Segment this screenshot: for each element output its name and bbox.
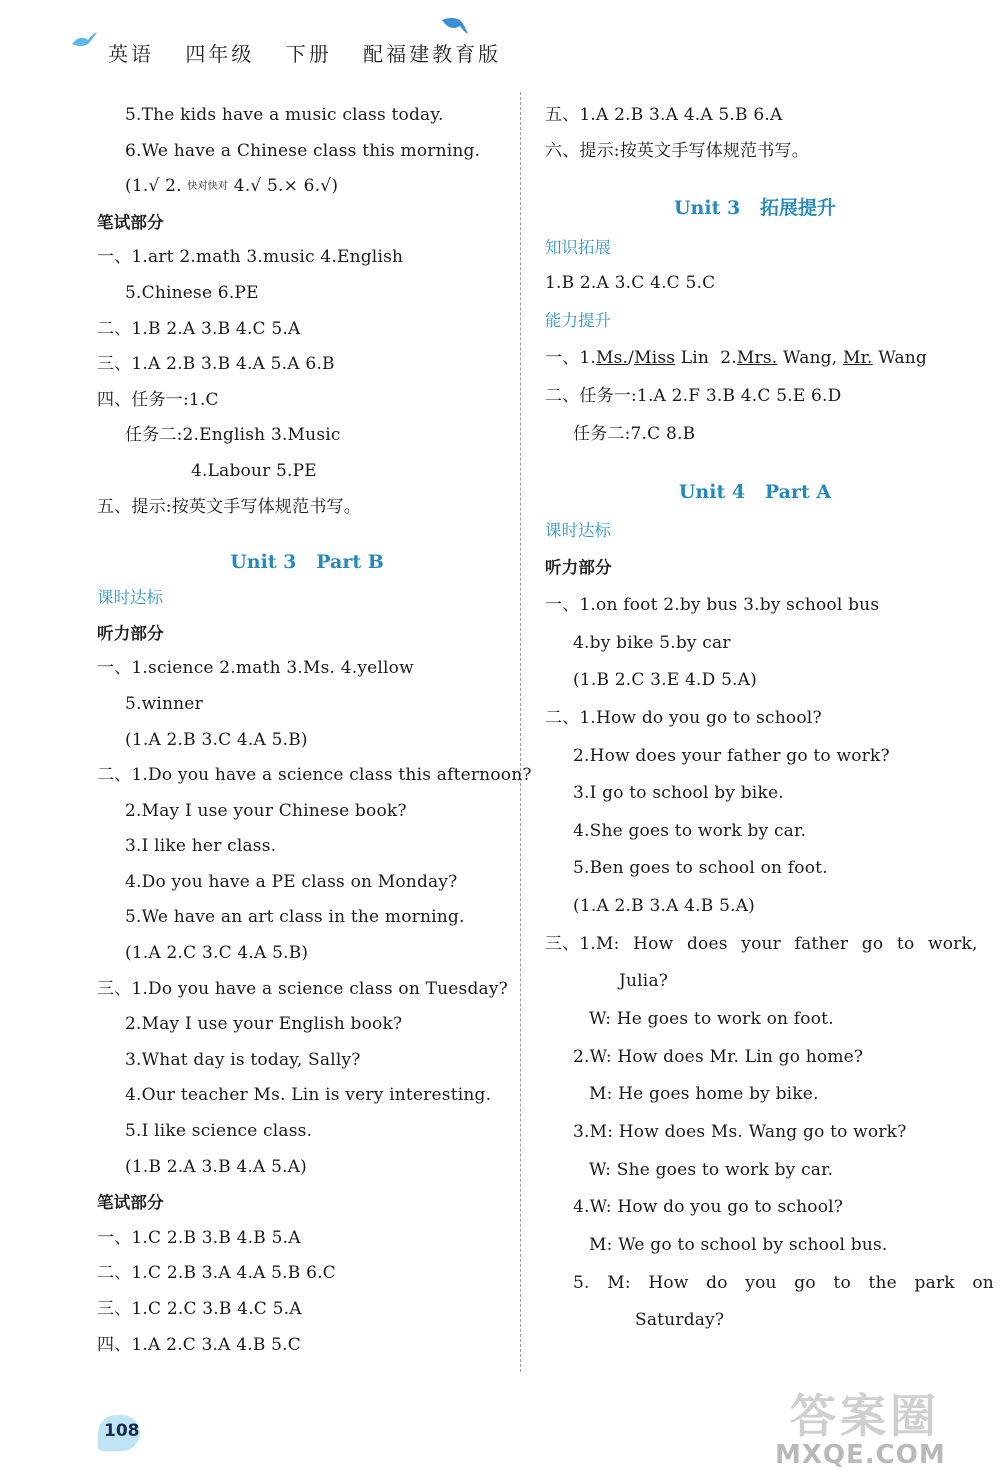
unit-title: Unit 3 拓展提升: [673, 197, 837, 220]
answer-line: W: He goes to work on foot.: [589, 1008, 834, 1029]
answer-line: 2.How does your father go to work?: [573, 745, 890, 766]
section-heading: 笔试部分: [97, 1193, 164, 1213]
page-header: [108, 38, 523, 67]
answer-line: 2.May I use your Chinese book?: [125, 800, 407, 821]
answer-line: 六、提示:按英文手写体规范书写。: [545, 140, 809, 161]
right-column: [545, 98, 994, 1339]
section-heading: 听力部分: [545, 557, 612, 577]
bird-left-icon: [70, 30, 98, 52]
header-edition: 配福建教育版: [363, 42, 502, 66]
answer-line: [97, 169, 517, 205]
answer-line: 4.W: How do you go to school?: [573, 1196, 844, 1217]
bird-right-icon: [440, 14, 470, 36]
answer-line: 四、任务一:1.C: [97, 389, 219, 410]
unit-title: Unit 4 Part A: [678, 480, 832, 503]
answer-line: 4.by bike 5.by car: [573, 632, 731, 653]
answer-line: 三、1.M: How does your father go to work,: [545, 933, 978, 954]
answer-line: (1.A 2.C 3.C 4.A 5.B): [125, 943, 309, 964]
underlined-answer: Mr.: [842, 347, 873, 368]
answer-line: 二、1.Do you have a science class this afternoon?: [97, 765, 532, 786]
answer-line: M: He goes home by bike.: [589, 1083, 819, 1104]
answer-text: (1.√ 2.: [125, 176, 182, 197]
header-volume: 下册: [285, 42, 332, 66]
answer-line: 一、1.science 2.math 3.Ms. 4.yellow: [97, 658, 414, 679]
section-heading: 听力部分: [97, 623, 164, 643]
answer-line: 2.W: How does Mr. Lin go home?: [573, 1046, 864, 1067]
answer-line: 5.Ben goes to school on foot.: [573, 857, 828, 878]
answer-line: (1.A 2.B 3.C 4.A 5.B): [125, 729, 308, 750]
answer-line: [545, 339, 965, 377]
answer-line: 二、1.How do you go to school?: [545, 707, 822, 728]
answer-line: Saturday?: [635, 1309, 725, 1330]
section-heading: 笔试部分: [97, 212, 164, 232]
left-column: [97, 98, 532, 1363]
answer-line: 5.The kids have a music class today.: [125, 105, 444, 125]
underlined-answer: Ms.: [596, 347, 629, 368]
answer-line: 五、提示:按英文手写体规范书写。: [97, 496, 361, 517]
answer-line: 5.Chinese 6.PE: [125, 282, 259, 303]
answer-line: Julia?: [619, 970, 669, 991]
answer-line: M: We go to school by school bus.: [589, 1234, 888, 1255]
answer-line: 三、1.C 2.C 3.B 4.C 5.A: [97, 1299, 302, 1319]
answer-line: 3.M: How does Ms. Wang go to work?: [573, 1121, 907, 1142]
answer-line: 4.Our teacher Ms. Lin is very interesting.: [125, 1085, 492, 1106]
answer-line: 5. M: How do you go to the park on: [573, 1272, 994, 1293]
answer-line: (1.A 2.B 3.A 4.B 5.A): [573, 895, 755, 916]
unit-title: Unit 3 Part B: [230, 551, 384, 574]
answer-line: 3.I like her class.: [125, 836, 277, 857]
answer-line: 一、1.C 2.B 3.B 4.B 5.A: [97, 1227, 301, 1248]
answer-line: 一、1.on foot 2.by bus 3.by school bus: [545, 594, 880, 615]
answer-line: 三、1.A 2.B 3.B 4.A 5.A 6.B: [97, 354, 335, 375]
answer-line: 三、1.Do you have a science class on Tuesday?: [97, 978, 508, 999]
answer-text: Wang,: [777, 347, 843, 368]
answer-text: 一、1.: [545, 347, 597, 368]
subsection-heading: 课时达标: [545, 520, 611, 540]
answer-line: 二、1.B 2.A 3.B 4.C 5.A: [97, 318, 301, 339]
answer-line: 4.She goes to work by car.: [573, 820, 807, 841]
watermark-logo: 答案圈: [790, 1389, 940, 1443]
underlined-answer: Miss: [634, 347, 676, 368]
answer-line: 4.Do you have a PE class on Monday?: [125, 871, 458, 892]
answer-line: 3.What day is today, Sally?: [125, 1049, 361, 1070]
answer-line: (1.B 2.C 3.E 4.D 5.A): [573, 669, 757, 690]
answer-line: 4.Labour 5.PE: [191, 460, 317, 481]
answer-line: W: She goes to work by car.: [589, 1159, 834, 1180]
answer-line: 任务二:7.C 8.B: [573, 423, 696, 444]
header-grade: 四年级: [185, 42, 255, 66]
answer-line: 6.We have a Chinese class this morning.: [125, 140, 481, 161]
subsection-heading: 知识拓展: [545, 238, 611, 258]
answer-line: (1.B 2.A 3.B 4.A 5.A): [125, 1156, 307, 1177]
answer-line: 5.winner: [125, 693, 203, 714]
answer-line: 任务二:2.English 3.Music: [125, 425, 341, 446]
column-divider: [520, 92, 521, 1372]
watermark-small-text: 快对快对: [187, 181, 229, 193]
answer-line: 四、1.A 2.C 3.A 4.B 5.C: [97, 1334, 301, 1355]
subsection-heading: 课时达标: [97, 588, 163, 608]
answer-text: 4.√ 5.× 6.√): [233, 176, 339, 197]
answer-line: 1.B 2.A 3.C 4.C 5.C: [545, 272, 716, 293]
answer-line: 二、1.C 2.B 3.A 4.A 5.B 6.C: [97, 1263, 336, 1284]
answer-line: 5.We have an art class in the morning.: [125, 907, 465, 928]
page-number: 108: [104, 1421, 140, 1441]
answer-line: 3.I go to school by bike.: [573, 782, 784, 803]
answer-text: Lin 2.: [675, 347, 737, 368]
underlined-answer: Mrs.: [736, 347, 778, 368]
answer-line: 5.I like science class.: [125, 1121, 313, 1142]
answer-line: 2.May I use your English book?: [125, 1014, 403, 1035]
answer-line: 一、1.art 2.math 3.music 4.English: [97, 247, 404, 268]
header-subject: 英语: [108, 42, 154, 66]
answer-text: Wang: [872, 347, 928, 368]
answer-text: /: [628, 347, 635, 368]
subsection-heading: 能力提升: [545, 311, 611, 331]
answer-line: 五、1.A 2.B 3.A 4.A 5.B 6.A: [545, 105, 783, 125]
watermark-url: MXQE.COM: [775, 1440, 946, 1470]
answer-line: 二、任务一:1.A 2.F 3.B 4.C 5.E 6.D: [545, 385, 842, 406]
